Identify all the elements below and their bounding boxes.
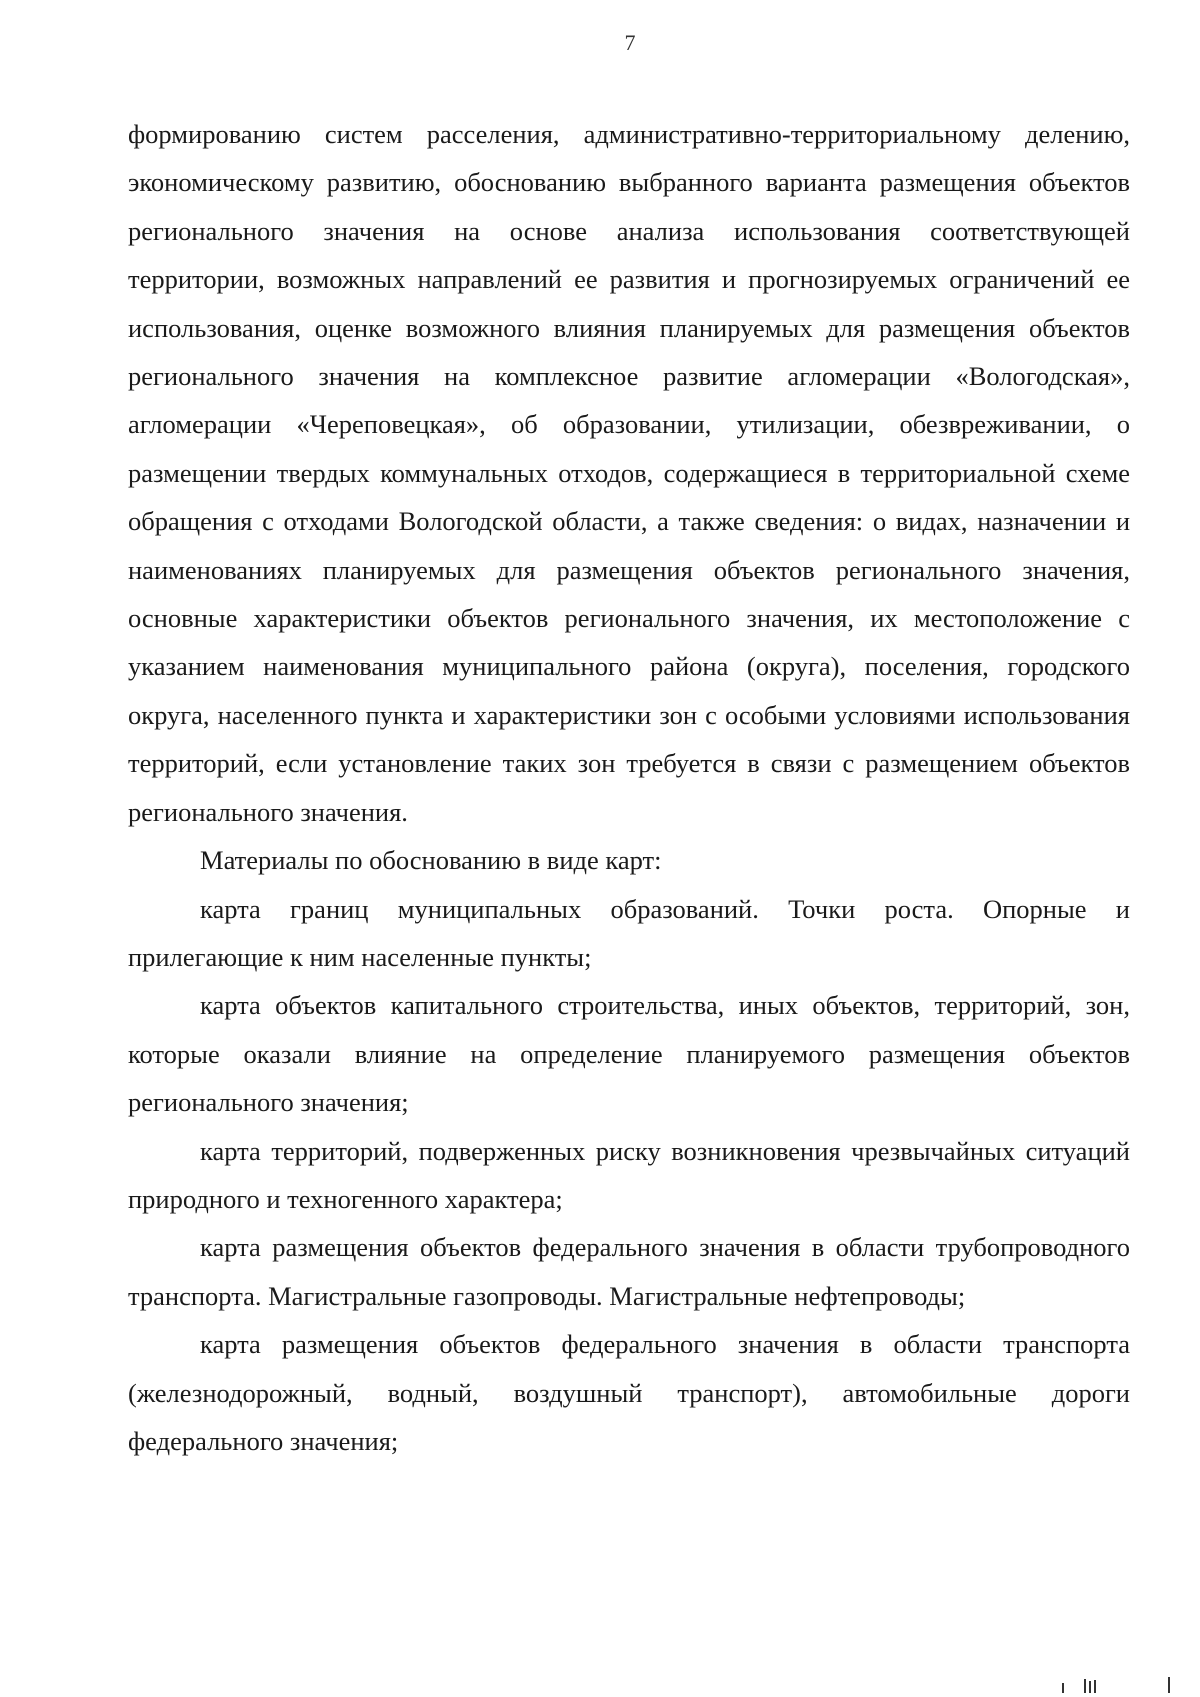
scan-artifact-marks [1032,1675,1182,1693]
paragraph: карта размещения объектов федерального значения в области трубопроводного транспорта. Магистральные газопроводы. Магистральные нефтепроводы; [128,1232,1130,1311]
paragraph: Материалы по обоснованию в виде карт: [200,845,662,876]
paragraph: карта территорий, подверженных риску возникновения чрезвычайных ситуаций природного и техногенного характера; [128,1135,1130,1214]
paragraph: карта размещения объектов федерального значения в области транспорта (железнодорожный, водный, воздушный транспорт), автомобильные дороги федерального значения; [128,1329,1130,1456]
paragraph: карта границ муниципальных образований. Точки роста. Опорные и прилегающие к ним населенные пункты; [128,893,1130,972]
page-number: 7 [624,30,636,55]
paragraph: формированию систем расселения, административно-территориальному делению, экономическому развитию, обоснованию выбранного варианта размещения объектов регионального значения на основе анализа использования соответствующей территории, возможных направлений ее развития и прогнозируемых ограничений ее использования, оценке возможного влияния планируемых для размещения объектов регионального значения на комплексное развитие агломерации «Вологодская», агломерации «Череповецкая», об образовании, утилизации, обезвреживании, о размещении твердых коммунальных отходов, содержащиеся в территориальной схеме обращения с отходами Вологодской области, а также сведения: о видах, назначении и наименованиях планируемых для размещения объектов регионального значения, основные характеристики объектов регионального значения, их местоположение с указанием наименования муниципального района (округа), поселения, городского округа, населенного пункта и характеристики зон с особыми условиями использования территорий, если установление таких зон требуется в связи с размещением объектов регионального значения. [128,119,1130,827]
document-body [128,110,1130,1465]
paragraph: карта объектов капитального строительства, иных объектов, территорий, зон, которые оказали влияние на определение планируемого размещения объектов регионального значения; [128,990,1130,1118]
